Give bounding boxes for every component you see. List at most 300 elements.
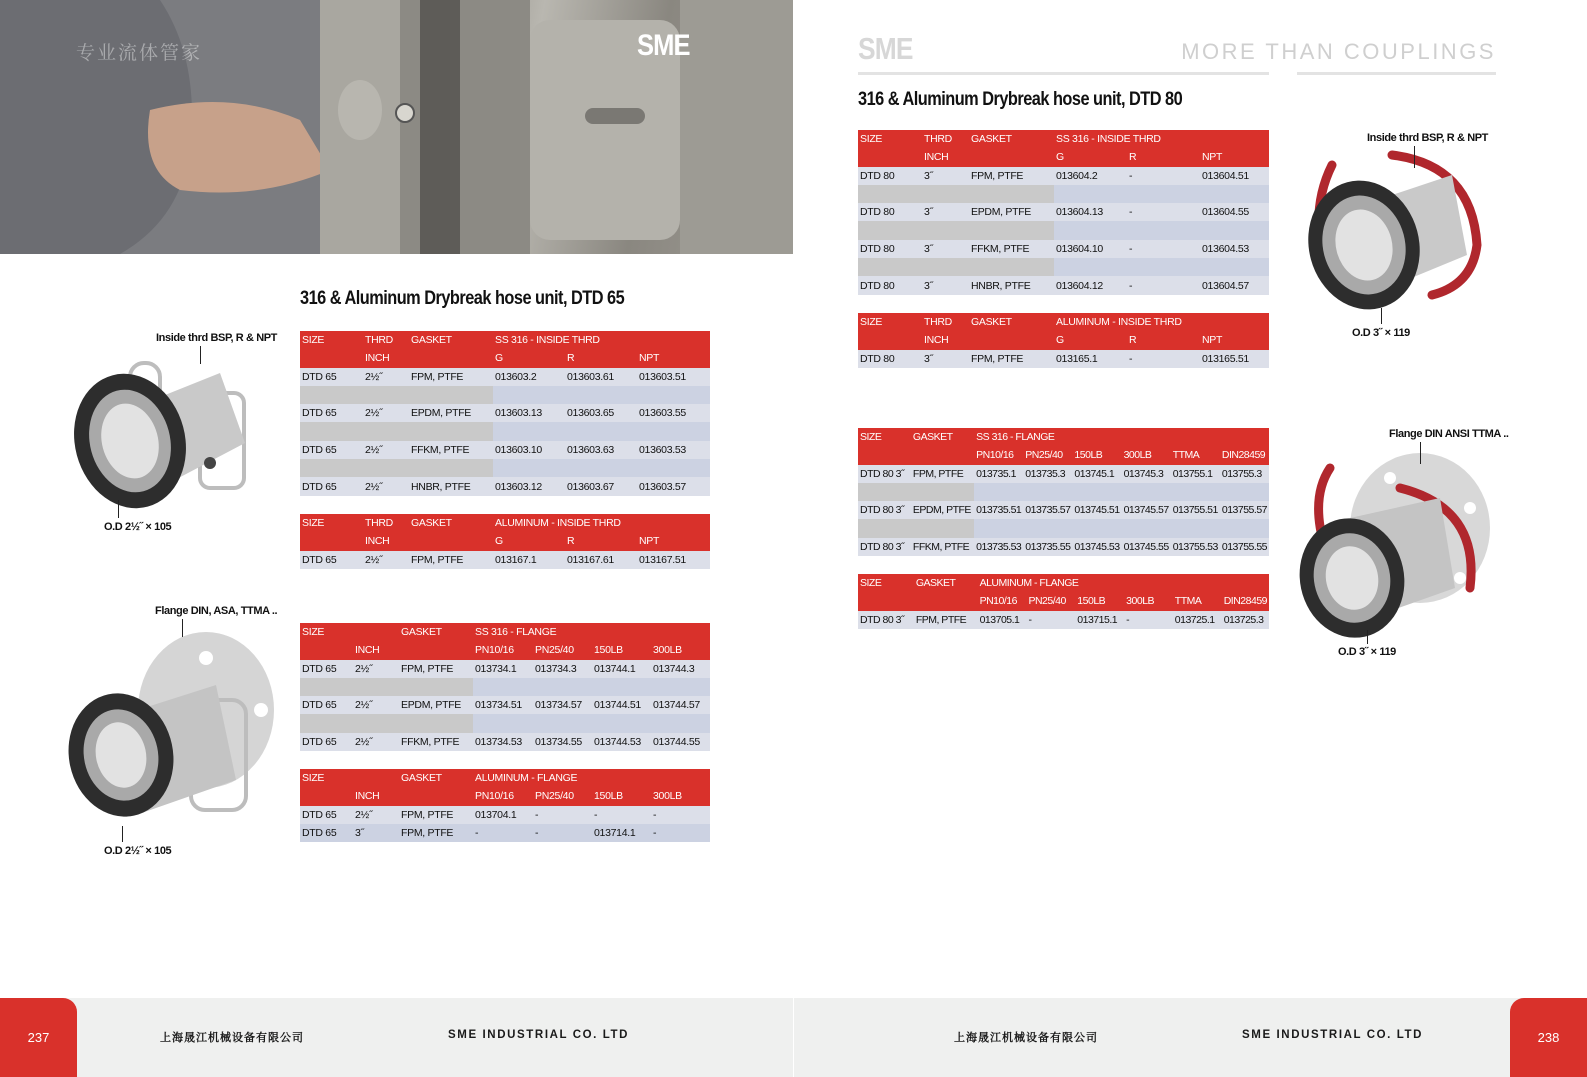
col-header: THRD [922, 313, 969, 331]
table-spacer-cell [858, 185, 1054, 203]
dtd65-threaded-product-image [70, 353, 260, 518]
dtd80-threaded-product-image [1302, 145, 1492, 320]
col-header: THRD [363, 514, 409, 532]
col-subheader: 150LB [1075, 592, 1124, 610]
table-cell: 013603.63 [565, 441, 637, 459]
table-cell: EPDM, PTFE [399, 696, 473, 714]
table-cell: DTD 80 3˝ [858, 611, 914, 629]
table-cell: - [533, 806, 592, 824]
col-header: SIZE [858, 574, 914, 592]
col-subheader: NPT [1200, 148, 1269, 166]
table-cell: 3˝ [353, 824, 399, 842]
col-header: GASKET [914, 574, 978, 592]
table-cell: 2½˝ [353, 806, 399, 824]
table-cell: 013735.3 [1023, 465, 1072, 483]
table-cell: - [1127, 167, 1200, 185]
table-row [858, 501, 1269, 519]
table-cell: 013744.51 [592, 696, 651, 714]
leader-line [1420, 442, 1421, 464]
table-cell: 013167.1 [493, 551, 565, 569]
table-ss316-inside-thread-dtd80 [858, 130, 1269, 295]
table-cell: 013755.3 [1220, 465, 1269, 483]
table-cell: 013735.51 [974, 501, 1023, 519]
table-cell: - [1127, 203, 1200, 221]
col-header: SS 316 - FLANGE [473, 623, 710, 641]
table-row [300, 404, 710, 422]
dtd80-flange-product-image [1290, 448, 1500, 648]
col-subheader: G [493, 532, 565, 550]
table-spacer-cell [858, 446, 911, 464]
table-cell: FPM, PTFE [914, 611, 978, 629]
col-subheader: INCH [363, 532, 409, 550]
col-subheader: DIN28459 [1220, 446, 1269, 464]
table-cell: 013604.57 [1200, 276, 1269, 294]
col-header: SIZE [300, 769, 353, 787]
table-header-row [300, 331, 710, 349]
col-subheader: PN10/16 [473, 641, 533, 659]
col-subheader: 150LB [1072, 446, 1121, 464]
table-cell: - [533, 824, 592, 842]
col-subheader: PN10/16 [974, 446, 1023, 464]
table-cell: 013604.13 [1054, 203, 1127, 221]
table-row [300, 441, 710, 459]
col-header: GASKET [409, 331, 493, 349]
table-cell: 013603.13 [493, 404, 565, 422]
col-subheader: G [1054, 148, 1127, 166]
table-cell: DTD 65 [300, 441, 363, 459]
table-cell: 013603.61 [565, 368, 637, 386]
table-spacer-row [858, 519, 1269, 537]
table-cell: DTD 65 [300, 696, 353, 714]
table-spacer-cell [858, 483, 974, 501]
label-outer-diameter: O.D 2½˝ × 105 [104, 845, 172, 857]
table-spacer-cell [353, 769, 399, 787]
col-subheader: PN25/40 [533, 787, 592, 805]
page-number: 237 [0, 998, 77, 1077]
col-subheader: INCH [363, 349, 409, 367]
table-cell: FPM, PTFE [399, 660, 473, 678]
table-row [858, 465, 1269, 483]
table-row [858, 538, 1269, 556]
col-subheader: 300LB [651, 641, 710, 659]
table-cell: 2½˝ [363, 441, 409, 459]
table-cell: FFKM, PTFE [409, 441, 493, 459]
table-row [858, 203, 1269, 221]
table-cell: 013604.2 [1054, 167, 1127, 185]
table-aluminum-flange-dtd65 [300, 769, 710, 842]
table-cell: 2½˝ [353, 696, 399, 714]
table-spacer-row [858, 221, 1269, 239]
table-spacer-cell [974, 519, 1269, 537]
table-spacer-cell [300, 422, 493, 440]
table-spacer-cell [858, 592, 914, 610]
table-row [300, 551, 710, 569]
col-header: SIZE [300, 514, 363, 532]
table-spacer-cell [493, 459, 710, 477]
table-row [858, 611, 1269, 629]
table-cell: 3˝ [922, 240, 969, 258]
col-header: SS 316 - FLANGE [974, 428, 1269, 446]
table-cell: 013735.1 [974, 465, 1023, 483]
col-header: GASKET [969, 130, 1054, 148]
table-cell: 013745.53 [1072, 538, 1121, 556]
col-subheader: 150LB [592, 641, 651, 659]
table-row [300, 824, 710, 842]
table-cell: DTD 65 [300, 824, 353, 842]
table-cell: 013755.53 [1171, 538, 1220, 556]
col-header: ALUMINUM - INSIDE THRD [1054, 313, 1269, 331]
table-spacer-cell [1054, 185, 1269, 203]
col-header: SS 316 - INSIDE THRD [1054, 130, 1269, 148]
table-cell: 013603.51 [637, 368, 710, 386]
table-cell: 013167.51 [637, 551, 710, 569]
col-subheader: R [1127, 148, 1200, 166]
col-header: ALUMINUM - FLANGE [978, 574, 1269, 592]
table-header-row [300, 349, 710, 367]
table-ss316-flange-dtd80 [858, 428, 1269, 556]
watermark-text: 专业流体管家 [76, 42, 203, 64]
table-cell: 013604.51 [1200, 167, 1269, 185]
table-spacer-cell [409, 349, 493, 367]
table-cell: 013745.1 [1072, 465, 1121, 483]
table-cell: DTD 80 3˝ [858, 501, 911, 519]
table-cell: 013603.65 [565, 404, 637, 422]
table-ss316-flange-dtd65 [300, 623, 710, 751]
table-cell: 013725.3 [1222, 611, 1269, 629]
col-subheader: PN10/16 [978, 592, 1027, 610]
table-cell: - [651, 806, 710, 824]
table-cell: 2½˝ [353, 660, 399, 678]
table-cell: DTD 80 [858, 167, 922, 185]
leader-line [200, 346, 201, 364]
col-subheader: G [493, 349, 565, 367]
table-cell: - [1127, 276, 1200, 294]
table-cell: 3˝ [922, 276, 969, 294]
col-subheader: DIN28459 [1222, 592, 1269, 610]
table-row [300, 368, 710, 386]
table-cell: - [1127, 240, 1200, 258]
table-spacer-cell [300, 349, 363, 367]
table-spacer-cell [300, 459, 493, 477]
table-cell: FPM, PTFE [969, 167, 1054, 185]
table-cell: 013735.53 [974, 538, 1023, 556]
table-header-row [300, 769, 710, 787]
table-cell: 013734.51 [473, 696, 533, 714]
table-cell: 013165.51 [1200, 350, 1269, 368]
col-subheader: PN10/16 [473, 787, 533, 805]
col-header: GASKET [969, 313, 1054, 331]
table-cell: 2½˝ [363, 368, 409, 386]
table-spacer-row [858, 185, 1269, 203]
table-cell: DTD 80 [858, 203, 922, 221]
table-cell: HNBR, PTFE [969, 276, 1054, 294]
col-subheader: PN25/40 [1023, 446, 1072, 464]
table-cell: 013167.61 [565, 551, 637, 569]
table-spacer-cell [493, 386, 710, 404]
table-cell: 013734.1 [473, 660, 533, 678]
table-cell: 013734.3 [533, 660, 592, 678]
footer [0, 998, 793, 1077]
table-cell: 013745.3 [1122, 465, 1171, 483]
table-cell: 013735.55 [1023, 538, 1072, 556]
company-name-cn: 上海晟江机械设备有限公司 [954, 1031, 1098, 1044]
leader-line [118, 500, 119, 518]
table-spacer-row [300, 678, 710, 696]
table-header-row [858, 130, 1269, 148]
table-cell: DTD 65 [300, 477, 363, 495]
col-header: SIZE [858, 313, 922, 331]
table-cell: DTD 65 [300, 660, 353, 678]
table-cell: FFKM, PTFE [911, 538, 974, 556]
table-spacer-cell [969, 331, 1054, 349]
table-spacer-cell [1054, 258, 1269, 276]
table-cell: 2½˝ [363, 404, 409, 422]
table-cell: 013715.1 [1075, 611, 1124, 629]
col-subheader: NPT [637, 532, 710, 550]
table-cell: 013604.10 [1054, 240, 1127, 258]
table-spacer-cell [300, 787, 353, 805]
table-cell: 013604.53 [1200, 240, 1269, 258]
left-page [0, 0, 793, 1077]
table-cell: DTD 80 3˝ [858, 538, 911, 556]
table-cell: EPDM, PTFE [409, 404, 493, 422]
table-spacer-row [300, 459, 710, 477]
table-cell: 013603.12 [493, 477, 565, 495]
col-header: SIZE [300, 331, 363, 349]
table-cell: 013755.51 [1171, 501, 1220, 519]
table-header-row [300, 787, 710, 805]
table-spacer-cell [399, 787, 473, 805]
table-spacer-cell [300, 532, 363, 550]
table-aluminum-inside-thread-dtd80 [858, 313, 1269, 368]
table-cell: 013714.1 [592, 824, 651, 842]
table-cell: FPM, PTFE [399, 824, 473, 842]
table-cell: 013704.1 [473, 806, 533, 824]
col-subheader: R [565, 532, 637, 550]
table-cell: 3˝ [922, 167, 969, 185]
header-rule [1297, 72, 1496, 75]
table-cell: 013603.55 [637, 404, 710, 422]
table-cell: 013734.53 [473, 733, 533, 751]
table-cell: 013603.53 [637, 441, 710, 459]
table-spacer-cell [858, 331, 922, 349]
label-inside-thread: Inside thrd BSP, R & NPT [156, 332, 277, 344]
table-spacer-cell [300, 678, 473, 696]
table-ss316-inside-thread-dtd65 [300, 331, 710, 496]
col-header: THRD [922, 130, 969, 148]
label-flange: Flange DIN ANSI TTMA .. [1389, 428, 1509, 440]
table-spacer-cell [300, 714, 473, 732]
table-cell: DTD 80 [858, 276, 922, 294]
table-spacer-cell [300, 641, 353, 659]
table-cell: 013744.55 [651, 733, 710, 751]
table-spacer-cell [353, 623, 399, 641]
col-subheader: R [1127, 331, 1200, 349]
table-cell: DTD 65 [300, 806, 353, 824]
section-title-dtd65: 316 & Aluminum Drybreak hose unit, DTD 65 [300, 288, 625, 309]
col-subheader: INCH [922, 148, 969, 166]
company-name-cn: 上海晟江机械设备有限公司 [160, 1031, 304, 1044]
table-spacer-row [858, 258, 1269, 276]
table-cell: 013604.12 [1054, 276, 1127, 294]
table-spacer-cell [473, 714, 710, 732]
table-cell: 013705.1 [978, 611, 1027, 629]
col-subheader: INCH [353, 641, 399, 659]
table-row [300, 806, 710, 824]
table-spacer-cell [473, 678, 710, 696]
table-spacer-cell [969, 148, 1054, 166]
table-header-row [300, 623, 710, 641]
table-cell: 2½˝ [363, 477, 409, 495]
col-subheader: R [565, 349, 637, 367]
table-cell: 013603.10 [493, 441, 565, 459]
table-cell: 013734.55 [533, 733, 592, 751]
table-cell: 013744.53 [592, 733, 651, 751]
col-header: GASKET [399, 623, 473, 641]
table-cell: FPM, PTFE [399, 806, 473, 824]
col-subheader: INCH [922, 331, 969, 349]
table-cell: - [1127, 350, 1200, 368]
table-aluminum-inside-thread-dtd65 [300, 514, 710, 569]
table-cell: 3˝ [922, 350, 969, 368]
page-number: 238 [1510, 998, 1587, 1077]
table-header-row [858, 428, 1269, 446]
table-spacer-cell [493, 422, 710, 440]
col-header: GASKET [409, 514, 493, 532]
table-cell: 2½˝ [363, 551, 409, 569]
table-cell: 013734.57 [533, 696, 592, 714]
table-spacer-cell [1054, 221, 1269, 239]
leader-line [182, 619, 183, 637]
col-header: THRD [363, 331, 409, 349]
table-spacer-cell [974, 483, 1269, 501]
table-cell: DTD 80 3˝ [858, 465, 911, 483]
right-page [794, 0, 1587, 1077]
table-cell: 013604.55 [1200, 203, 1269, 221]
col-subheader: G [1054, 331, 1127, 349]
table-header-row [858, 331, 1269, 349]
table-spacer-row [300, 714, 710, 732]
col-header: SIZE [858, 428, 911, 446]
table-cell: 013603.57 [637, 477, 710, 495]
table-spacer-row [300, 386, 710, 404]
table-cell: 013744.3 [651, 660, 710, 678]
table-cell: - [1124, 611, 1173, 629]
table-cell: 3˝ [922, 203, 969, 221]
label-inside-thread: Inside thrd BSP, R & NPT [1367, 132, 1488, 144]
table-cell: 013603.67 [565, 477, 637, 495]
col-subheader: 300LB [1122, 446, 1171, 464]
table-cell: 013745.51 [1072, 501, 1121, 519]
table-cell: - [1026, 611, 1075, 629]
table-header-row [858, 574, 1269, 592]
table-cell: DTD 80 [858, 240, 922, 258]
leader-line [1381, 308, 1382, 324]
table-aluminum-flange-dtd80 [858, 574, 1269, 629]
table-header-row [300, 641, 710, 659]
col-subheader: 300LB [1124, 592, 1173, 610]
leader-line [122, 826, 123, 842]
col-subheader: 150LB [592, 787, 651, 805]
company-name-en: SME INDUSTRIAL CO. LTD [1242, 1029, 1424, 1041]
table-cell: FPM, PTFE [969, 350, 1054, 368]
table-row [300, 477, 710, 495]
table-cell: 013744.57 [651, 696, 710, 714]
col-subheader: NPT [1200, 331, 1269, 349]
table-row [858, 276, 1269, 294]
table-cell: HNBR, PTFE [409, 477, 493, 495]
col-header: ALUMINUM - INSIDE THRD [493, 514, 710, 532]
table-cell: 013745.55 [1122, 538, 1171, 556]
table-cell: FPM, PTFE [911, 465, 974, 483]
footer [794, 998, 1587, 1077]
table-cell: DTD 65 [300, 551, 363, 569]
table-cell: - [592, 806, 651, 824]
table-cell: - [473, 824, 533, 842]
col-header: GASKET [911, 428, 974, 446]
table-cell: EPDM, PTFE [911, 501, 974, 519]
table-cell: 013603.2 [493, 368, 565, 386]
table-spacer-cell [409, 532, 493, 550]
sme-logo: SME [858, 31, 913, 66]
table-cell: 013744.1 [592, 660, 651, 678]
table-row [858, 167, 1269, 185]
col-header: GASKET [399, 769, 473, 787]
table-header-row [858, 313, 1269, 331]
section-title-dtd80: 316 & Aluminum Drybreak hose unit, DTD 80 [858, 89, 1183, 110]
table-cell: 013755.57 [1220, 501, 1269, 519]
col-header: SIZE [300, 623, 353, 641]
table-cell: - [651, 824, 710, 842]
col-subheader: TTMA [1171, 446, 1220, 464]
table-header-row [300, 514, 710, 532]
table-cell: 013755.55 [1220, 538, 1269, 556]
label-outer-diameter: O.D 3˝ × 119 [1352, 327, 1410, 339]
label-outer-diameter: O.D 3˝ × 119 [1338, 646, 1396, 658]
table-spacer-cell [858, 258, 1054, 276]
col-subheader: INCH [353, 787, 399, 805]
leader-line [1414, 146, 1415, 168]
col-subheader: NPT [637, 349, 710, 367]
table-spacer-cell [914, 592, 978, 610]
table-cell: 013745.57 [1122, 501, 1171, 519]
label-outer-diameter: O.D 2½˝ × 105 [104, 521, 172, 533]
col-subheader: TTMA [1173, 592, 1222, 610]
table-spacer-cell [858, 148, 922, 166]
table-row [858, 240, 1269, 258]
table-spacer-row [858, 483, 1269, 501]
table-cell: 2½˝ [353, 733, 399, 751]
hero-photo [0, 0, 793, 254]
col-header: ALUMINUM - FLANGE [473, 769, 710, 787]
col-header: SIZE [858, 130, 922, 148]
table-cell: DTD 65 [300, 368, 363, 386]
table-spacer-cell [858, 221, 1054, 239]
table-cell: 013165.1 [1054, 350, 1127, 368]
col-subheader: PN25/40 [533, 641, 592, 659]
table-row [300, 733, 710, 751]
table-cell: FPM, PTFE [409, 551, 493, 569]
tagline: MORE THAN COUPLINGS [1181, 39, 1496, 64]
sme-logo: SME [637, 29, 690, 62]
label-flange: Flange DIN, ASA, TTMA .. [155, 605, 278, 617]
col-subheader: 300LB [651, 787, 710, 805]
header-rule [858, 72, 1269, 75]
table-header-row [858, 148, 1269, 166]
table-header-row [858, 446, 1269, 464]
table-row [858, 350, 1269, 368]
table-cell: 013735.57 [1023, 501, 1072, 519]
